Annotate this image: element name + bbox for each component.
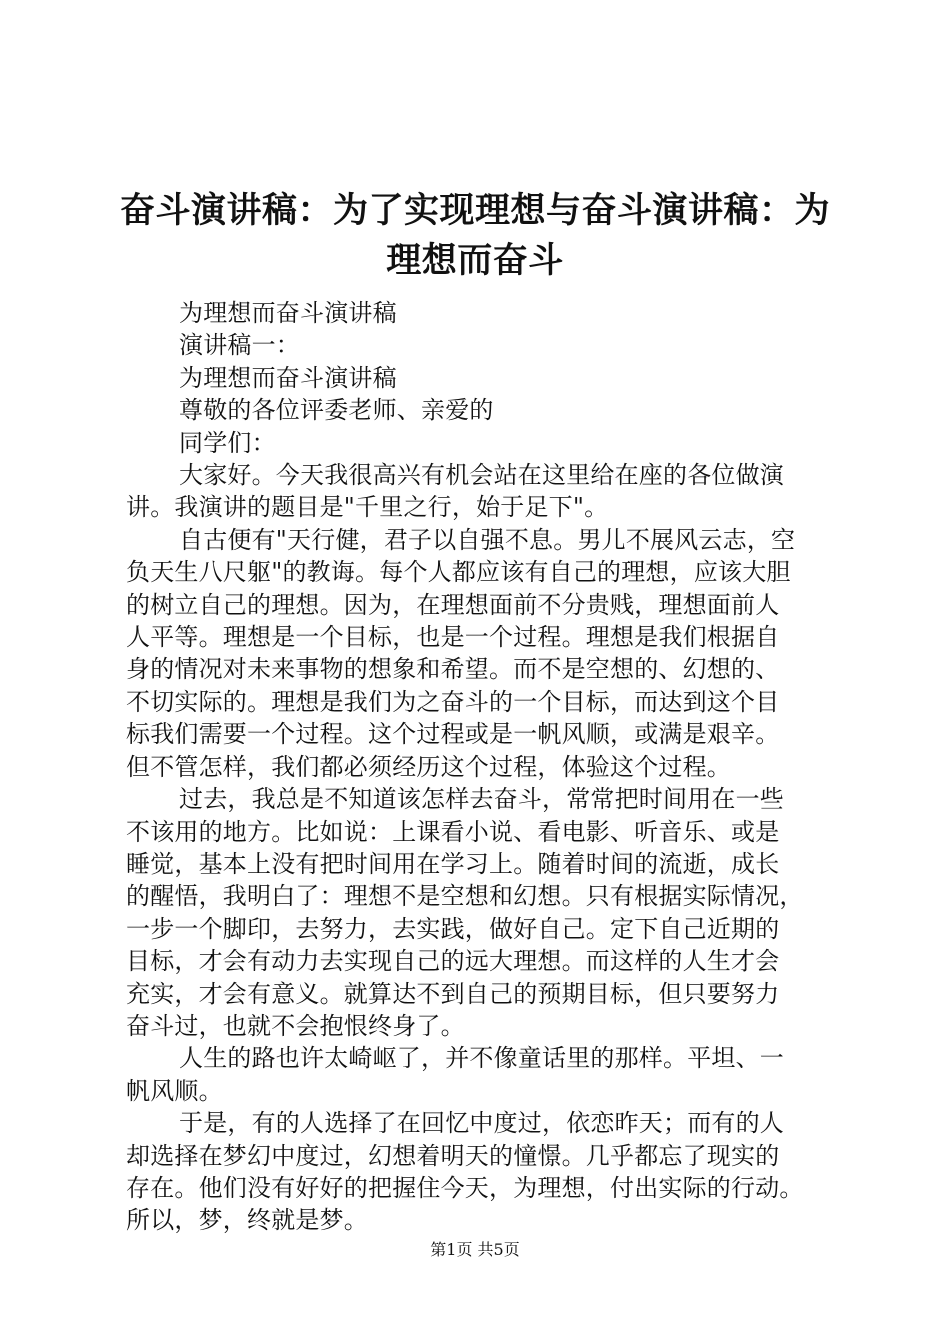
text-line: 帆风顺。 <box>126 1076 223 1105</box>
text-line: 尊敬的各位评委老师、亲爱的 <box>179 396 494 425</box>
text-line: 不切实际的。理想是我们为之奋斗的一个目标，而达到这个目 <box>126 687 780 716</box>
text-line: 人平等。理想是一个目标，也是一个过程。理想是我们根据自 <box>126 623 780 652</box>
text-line: 目标，才会有动力去实现自己的远大理想。而这样的人生才会 <box>126 947 780 976</box>
text-line: 于是，有的人选择了在回忆中度过，依恋昨天；而有的人 <box>179 1109 784 1138</box>
text-line: 一步一个脚印，去努力，去实践，做好自己。定下自己近期的 <box>126 914 780 943</box>
text-line: 但不管怎样，我们都必须经历这个过程，体验这个过程。 <box>126 752 731 781</box>
text-line: 的醒悟，我明白了：理想不是空想和幻想。只有根据实际情况， <box>126 882 804 911</box>
text-line: 所以，梦，终就是梦。 <box>126 1206 368 1235</box>
text-line: 同学们： <box>179 428 276 457</box>
text-line: 睡觉，基本上没有把时间用在学习上。随着时间的流逝，成长 <box>126 849 780 878</box>
document-title <box>110 186 840 286</box>
text-line: 人生的路也许太崎岖了，并不像童话里的那样。平坦、一 <box>179 1044 784 1073</box>
text-line: 奋斗过，也就不会抱恨终身了。 <box>126 1011 465 1040</box>
text-line: 充实，才会有意义。就算达不到自己的预期目标，但只要努力 <box>126 979 780 1008</box>
text-line: 的树立自己的理想。因为，在理想面前不分贵贱，理想面前人 <box>126 590 780 619</box>
text-line: 却选择在梦幻中度过，幻想着明天的憧憬。几乎都忘了现实的 <box>126 1141 780 1170</box>
title-line-1: 奋斗演讲稿：为了实现理想与奋斗演讲稿：为 <box>119 191 830 231</box>
text-line: 不该用的地方。比如说：上课看小说、看电影、听音乐、或是 <box>126 817 780 846</box>
text-line: 存在。他们没有好好的把握住今天，为理想，付出实际的行动。 <box>126 1173 804 1202</box>
text-line: 演讲稿一： <box>179 331 300 360</box>
title-line-2: 理想而奋斗 <box>386 241 564 281</box>
text-line: 自古便有"天行健，君子以自强不息。男儿不展风云志，空 <box>179 525 796 554</box>
text-line: 标我们需要一个过程。这个过程或是一帆风顺，或满是艰辛。 <box>126 720 780 749</box>
document-body <box>126 297 838 1237</box>
text-line: 大家好。今天我很高兴有机会站在这里给在座的各位做演 <box>179 461 784 490</box>
text-line: 过去，我总是不知道该怎样去奋斗，常常把时间用在一些 <box>179 785 784 814</box>
text-line: 为理想而奋斗演讲稿 <box>179 363 397 392</box>
text-line: 负天生八尺躯"的教诲。每个人都应该有自己的理想，应该大胆 <box>126 558 791 587</box>
text-line: 为理想而奋斗演讲稿 <box>179 299 397 327</box>
text-line: 讲。我演讲的题目是"千里之行，始于足下"。 <box>126 493 609 522</box>
text-line: 身的情况对未来事物的想象和希望。而不是空想的、幻想的、 <box>126 655 780 684</box>
page-footer: 第1页 共5页 <box>430 1240 520 1259</box>
